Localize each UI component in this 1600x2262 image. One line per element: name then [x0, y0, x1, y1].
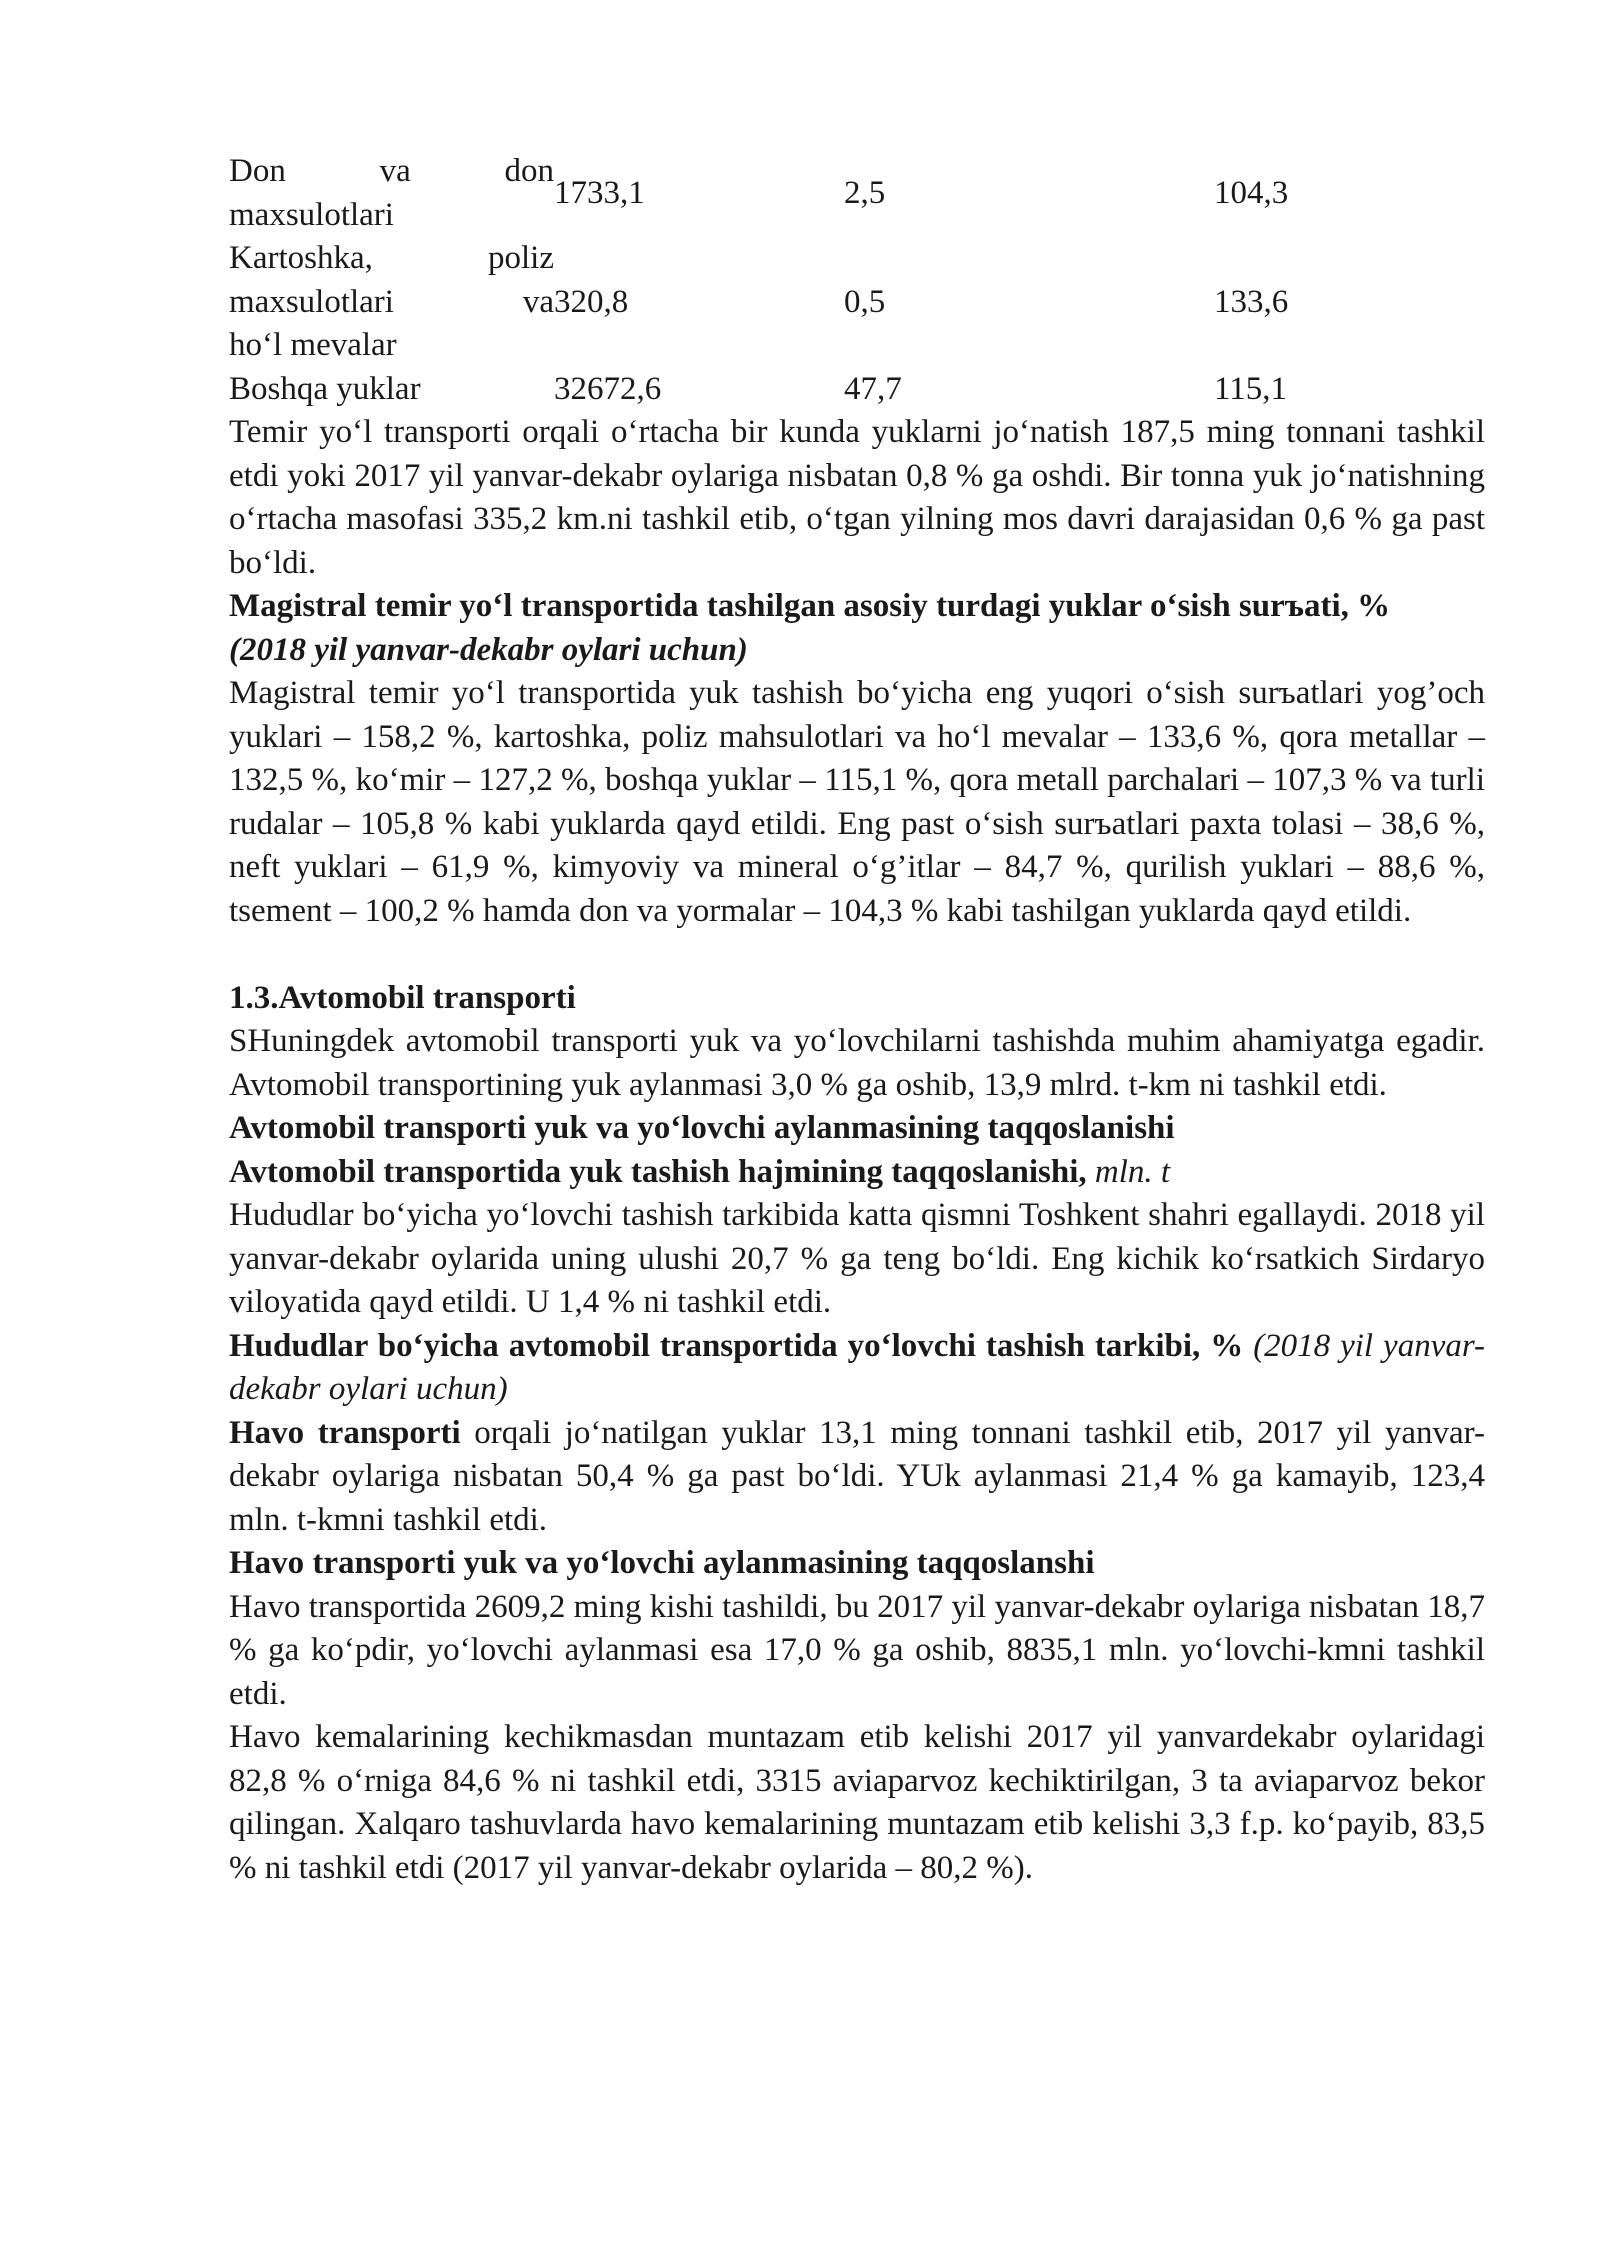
heading-rail-growth: Magistral temir yo‘l transportida tashilgan asosiy turdagi yuklar o‘sish surъati, %	[229, 588, 1391, 624]
table-cell-name	[229, 150, 554, 237]
heading-regions-period: (2018 yil yanvar-dekabr oylari uchun)	[229, 1327, 1486, 1407]
paragraph-air-passengers: Havo transportida 2609,2 ming kishi tashildi, bu 2017 yil yanvar-dekabr oylariga nisbatan 18,7 % ga ko‘pdir, yo‘lovchi aylanmasi esa 17,0 % ga oshib, 8835,1 mln. yo‘lovchi-kmni tashkil etdi.	[229, 1588, 1485, 1712]
table-row	[229, 150, 1485, 237]
section-title: 1.3.Avtomobil transporti	[229, 979, 576, 1016]
table-row	[229, 237, 1485, 368]
table-cell-value: 47,7	[844, 370, 902, 407]
table-cell-value: 0,5	[844, 283, 886, 320]
paragraph-air-punctuality: Havo kemalarining kechikmasdan muntazam etib kelishi 2017 yil yanvardekabr oylaridagi 82,8 % o‘rniga 84,6 % ni tashkil etdi, 3315 aviaparvoz kechiktirilgan, 3 ta aviaparvoz bekor qilingan. Xalqaro tashuvlarda havo kemalarining muntazam etib kelishi 3,3 f.p. ko‘payib, 83,5 % ni tashkil etdi (2017 yil yanvar-dekabr oylarida – 80,2 %).	[229, 1719, 1485, 1886]
table-cell-value: 320,8	[554, 283, 629, 320]
name-line: maxsulotlari	[229, 196, 394, 233]
heading-regions-text: Hududlar bo‘yicha avtomobil transportida yo‘lovchi tashish tarkibi, %	[229, 1327, 1244, 1364]
heading-auto-volume	[229, 1151, 1485, 1195]
table-cell-value: 1733,1	[554, 174, 645, 211]
table-cell-value: 133,6	[1214, 283, 1289, 320]
heading-rail-growth-period: (2018 yil yanvar-dekabr oylari uchun)	[229, 631, 748, 668]
table-cell-value: 32672,6	[554, 370, 662, 407]
heading-regions-structure	[229, 1325, 1485, 1412]
table-cell-value: 115,1	[1214, 370, 1288, 407]
table-cell-name	[229, 368, 554, 412]
paragraph-rail-growth: Magistral temir yo‘l transportida yuk tashish bo‘yicha eng yuqori o‘sish surъatlari yog’och yuklari – 158,2 %, kartoshka, poliz mahsulotlari va ho‘l mevalar – 133,6 %, qora metallar – 132,5 %, ko‘mir – 127,2 %, boshqa yuklar – 115,1 %, qora metall parchalari – 107,3 % va turli rudalar – 105,8 % kabi yuklarda qayd etildi. Eng past o‘sish surъatlari paxta tolasi – 38,6 %, neft yuklari – 61,9 %, kimyoviy va mineral o‘g’itlar – 84,7 %, qurilish yuklari – 88,6 %, tsement – 100,2 % hamda don va yormalar – 104,3 % kabi tashilgan yuklarda qayd etildi.	[229, 675, 1485, 929]
name-line: maxsulotlari va	[229, 283, 554, 320]
name-line: Kartoshka, poliz	[229, 240, 554, 276]
heading-auto-volume-unit: mln. t	[1094, 1153, 1171, 1190]
paragraph-air-cargo	[229, 1412, 1485, 1543]
cargo-table	[229, 150, 1485, 411]
table-cell-value: 2,5	[844, 174, 886, 211]
document-page	[229, 150, 1485, 1890]
name-line: ho‘l mevalar	[229, 327, 397, 363]
heading-auto-volume-text: Avtomobil transportida yuk tashish hajmining taqqoslanishi,	[229, 1153, 1087, 1190]
table-row	[229, 368, 1485, 412]
table-cell-value: 104,3	[1214, 174, 1289, 211]
air-cargo-text: orqali jo‘natilgan yuklar 13,1 ming tonnani tashkil etib, 2017 yil yanvar-dekabr oylariga nisbatan 50,4 % ga past bo‘ldi. YUk aylanmasi 21,4 % ga kamayib, 123,4 mln. t-kmni tashkil etdi.	[229, 1414, 1485, 1538]
name-line: Don va don	[229, 153, 554, 189]
paragraph-regions: Hududlar bo‘yicha yo‘lovchi tashish tarkibida katta qismni Toshkent shahri egallaydi. 2018 yil yanvar-dekabr oylarida uning ulushi 20,7 % ga teng bo‘ldi. Eng kichik ko‘rsatkich Sirdaryo viloyatida qayd etildi. U 1,4 % ni tashkil etdi.	[229, 1197, 1485, 1320]
name-line: Boshqa yuklar	[229, 370, 421, 407]
air-transport-label: Havo transporti	[229, 1414, 461, 1451]
heading-air-turnover: Havo transporti yuk va yo‘lovchi aylanmasining taqqoslanshi	[229, 1545, 1095, 1581]
table-cell-name	[229, 237, 554, 368]
spacer	[229, 933, 1485, 977]
heading-auto-turnover: Avtomobil transporti yuk va yo‘lovchi aylanmasining taqqoslanishi	[229, 1110, 1175, 1146]
paragraph-auto-intro: SHuningdek avtomobil transporti yuk va yo‘lovchilarni tashishda muhim ahamiyatga egadir. Avtomobil transportining yuk aylanmasi 3,0 % ga oshib, 13,9 mlrd. t-km ni tashkil etdi.	[229, 1023, 1485, 1103]
paragraph-rail-cargo: Temir yo‘l transporti orqali o‘rtacha bir kunda yuklarni jo‘natish 187,5 ming tonnani tashkil etdi yoki 2017 yil yanvar-dekabr oylariga nisbatan 0,8 % ga oshdi. Bir tonna yuk jo‘natishning o‘rtacha masofasi 335,2 km.ni tashkil etib, o‘tgan yilning mos davri darajasidan 0,6 % ga past bo‘ldi.	[229, 414, 1485, 581]
